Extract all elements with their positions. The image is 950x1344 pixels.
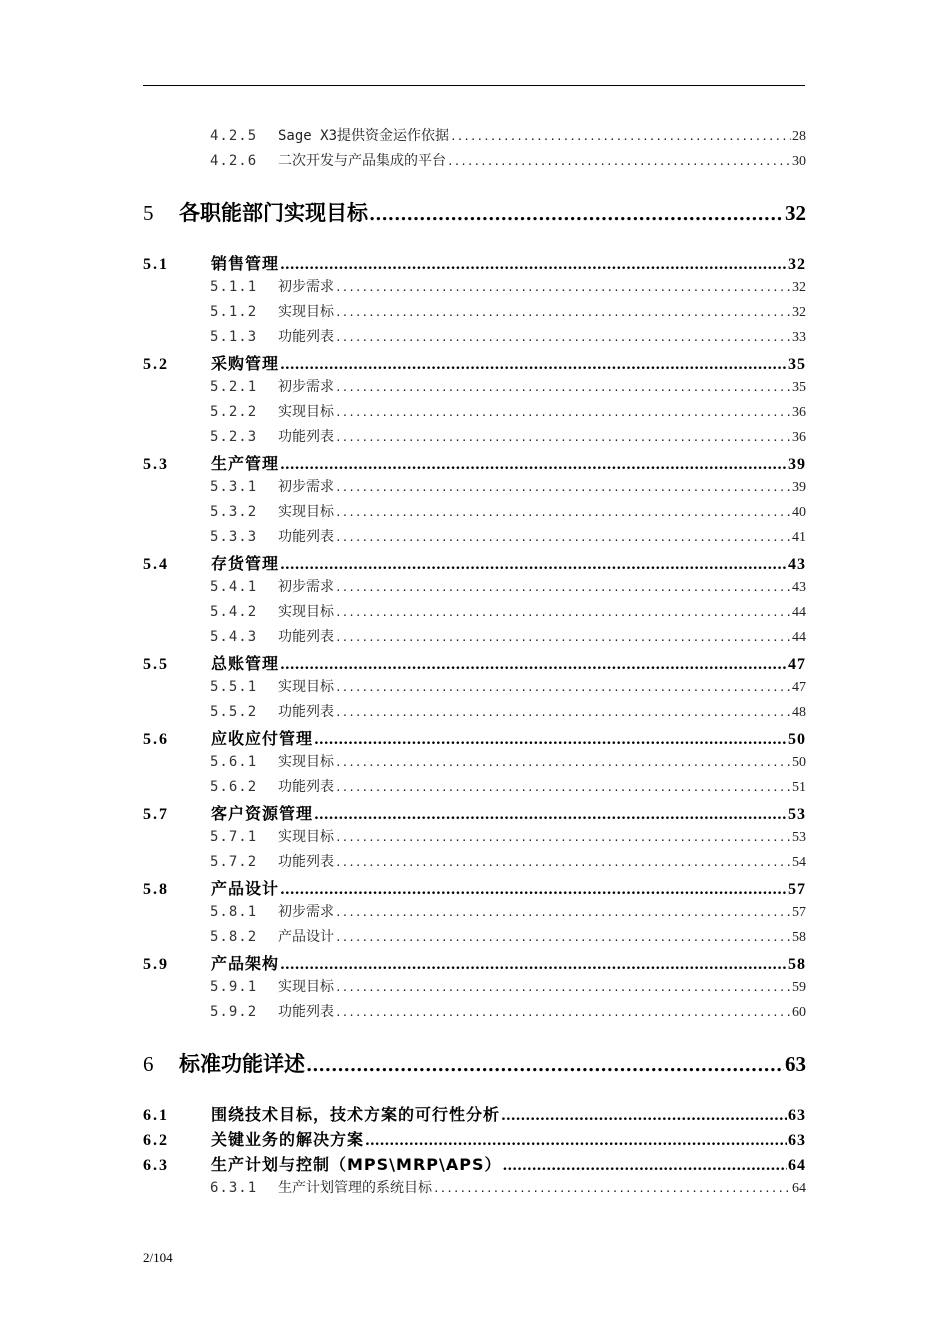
toc-entry-title: 实现目标 xyxy=(278,304,334,320)
toc-entry-page: 63 xyxy=(788,1132,806,1149)
toc-entry-page: 30 xyxy=(792,154,806,169)
toc-subsection-entry[interactable] xyxy=(143,301,806,326)
toc-entry-title: 客户资源管理 xyxy=(211,804,314,823)
toc-entry-title: 生产管理 xyxy=(211,454,280,473)
toc-subsection-entry[interactable] xyxy=(143,576,806,601)
toc-entry-number: 5.1.3 xyxy=(210,329,258,345)
toc-entry-number: 5.3.2 xyxy=(210,504,258,520)
toc-entry-number: 5.1.1 xyxy=(210,279,258,295)
toc-section-entry[interactable] xyxy=(143,1102,806,1127)
toc-entry-page: 63 xyxy=(788,1107,806,1124)
page-number: 2/104 xyxy=(143,1250,173,1265)
toc-entry-page: 57 xyxy=(792,905,806,920)
toc-entry-page: 60 xyxy=(792,1005,806,1020)
toc-entry-title: 初步需求 xyxy=(278,279,334,295)
toc-entry-title: 功能列表 xyxy=(278,429,334,445)
toc-entry-title: 各职能部门实现目标 xyxy=(179,201,368,225)
toc-entry-page: 32 xyxy=(792,280,806,295)
toc-entry-number: 5 xyxy=(143,201,154,225)
toc-entry-title: 初步需求 xyxy=(278,379,334,395)
toc-subsection-entry[interactable] xyxy=(143,526,806,551)
dot-leader xyxy=(450,130,791,143)
toc-entry-page: 40 xyxy=(792,505,806,520)
toc-entry-title: 实现目标 xyxy=(278,504,334,520)
dot-leader xyxy=(335,831,791,844)
toc-entry-title: 产品设计 xyxy=(278,929,334,945)
toc-section-entry[interactable] xyxy=(143,351,806,376)
dot-leader xyxy=(280,457,787,473)
dot-leader xyxy=(335,856,791,869)
dot-leader xyxy=(335,481,791,494)
toc-entry-number: 6.3 xyxy=(143,1157,169,1174)
dot-leader xyxy=(501,1108,787,1124)
toc-entry-number: 5.8.2 xyxy=(210,929,258,945)
toc-entry-page: 44 xyxy=(792,630,806,645)
toc-entry-title: Sage X3提供资金运作依据 xyxy=(278,128,450,144)
toc-entry-page: 47 xyxy=(788,656,806,673)
toc-entry-title: 功能列表 xyxy=(278,1004,334,1020)
header-rule xyxy=(143,85,805,86)
dot-leader xyxy=(335,681,791,694)
toc-entry-page: 54 xyxy=(792,855,806,870)
toc-entry-page: 59 xyxy=(792,980,806,995)
toc-section-entry[interactable] xyxy=(143,726,806,751)
toc-entry-number: 5.3.3 xyxy=(210,529,258,545)
toc-subsection-entry[interactable] xyxy=(143,1001,806,1026)
toc-entry-page: 43 xyxy=(788,556,806,573)
toc-entry-number: 5.2.3 xyxy=(210,429,258,445)
toc-entry-title: 功能列表 xyxy=(278,704,334,720)
toc-entry-title: 关键业务的解决方案 xyxy=(211,1130,365,1149)
toc-entry-page: 32 xyxy=(792,305,806,320)
toc-section-entry[interactable] xyxy=(143,1152,806,1177)
dot-leader xyxy=(280,257,787,273)
toc-entry-number: 5.1.2 xyxy=(210,304,258,320)
toc-entry-page: 57 xyxy=(788,881,806,898)
toc-subsection-entry[interactable] xyxy=(143,601,806,626)
dot-leader xyxy=(335,981,791,994)
toc-entry-page: 64 xyxy=(792,1181,806,1196)
toc-entry-page: 43 xyxy=(792,580,806,595)
toc-entry-page: 36 xyxy=(792,405,806,420)
toc-entry-page: 58 xyxy=(788,956,806,973)
dot-leader xyxy=(369,204,784,225)
toc-entry-title: 实现目标 xyxy=(278,404,334,420)
toc-entry-page: 41 xyxy=(792,530,806,545)
dot-leader xyxy=(335,431,791,444)
toc-entry-title: 功能列表 xyxy=(278,529,334,545)
toc-entry-number: 5.4.3 xyxy=(210,629,258,645)
toc-entry-title: 初步需求 xyxy=(278,579,334,595)
toc-subsection-entry[interactable] xyxy=(143,626,806,651)
toc-entry-page: 39 xyxy=(788,456,806,473)
toc-entry-page: 51 xyxy=(792,780,806,795)
toc-entry-title: 标准功能详述 xyxy=(179,1052,305,1076)
dot-leader xyxy=(280,657,787,673)
toc-subsection-entry[interactable] xyxy=(143,426,806,451)
toc-entry-number: 5.2.1 xyxy=(210,379,258,395)
toc-entry-page: 35 xyxy=(788,356,806,373)
toc-subsection-entry[interactable] xyxy=(143,276,806,301)
toc-entry-number: 5.5.2 xyxy=(210,704,258,720)
toc-entry-number: 4.2.5 xyxy=(210,128,258,144)
toc-entry-number: 4.2.6 xyxy=(210,153,258,169)
dot-leader xyxy=(280,557,787,573)
toc-entry-page: 48 xyxy=(792,705,806,720)
toc-entry-page: 39 xyxy=(792,480,806,495)
dot-leader xyxy=(433,1182,791,1195)
toc-entry-page: 50 xyxy=(792,755,806,770)
toc-entry-title: 实现目标 xyxy=(278,829,334,845)
toc-subsection-entry[interactable] xyxy=(143,701,806,726)
toc-subsection-entry[interactable] xyxy=(143,1177,806,1202)
toc-section-entry[interactable] xyxy=(143,876,806,901)
toc-section-entry[interactable] xyxy=(143,551,806,576)
dot-leader xyxy=(447,155,791,168)
dot-leader xyxy=(335,531,791,544)
toc-entry-number: 6 xyxy=(143,1052,154,1076)
toc-entry-title: 实现目标 xyxy=(278,754,334,770)
toc-entry-title: 二次开发与产品集成的平台 xyxy=(278,153,446,169)
dot-leader xyxy=(280,882,787,898)
toc-entry-title: 初步需求 xyxy=(278,479,334,495)
toc-subsection-entry[interactable] xyxy=(143,826,806,851)
toc-entry-number: 5.4.2 xyxy=(210,604,258,620)
toc-entry-page: 44 xyxy=(792,605,806,620)
toc-entry-title: 功能列表 xyxy=(278,854,334,870)
toc-subsection-entry[interactable] xyxy=(143,751,806,776)
toc-entry-title: 实现目标 xyxy=(278,604,334,620)
toc-entry-number: 5.2 xyxy=(143,356,169,373)
toc-subsection-entry[interactable] xyxy=(143,776,806,801)
toc-subsection-entry[interactable] xyxy=(143,901,806,926)
dot-leader xyxy=(335,906,791,919)
dot-leader xyxy=(335,506,791,519)
dot-leader xyxy=(306,1055,784,1076)
toc-subsection-entry[interactable] xyxy=(143,401,806,426)
toc-entry-number: 5.4 xyxy=(143,556,169,573)
toc-entry-number: 5.1 xyxy=(143,256,169,273)
dot-leader xyxy=(314,807,787,823)
toc-entry-page: 47 xyxy=(792,680,806,695)
dot-leader xyxy=(335,581,791,594)
toc-entry-title: 总账管理 xyxy=(211,654,280,673)
toc-entry-title: 围绕技术目标，技术方案的可行性分析 xyxy=(211,1105,501,1124)
toc-entry-number: 6.2 xyxy=(143,1132,169,1149)
toc-entry-page: 53 xyxy=(788,806,806,823)
toc-subsection-entry[interactable] xyxy=(143,376,806,401)
toc-entry-page: 50 xyxy=(788,731,806,748)
toc-entry-title: 实现目标 xyxy=(278,679,334,695)
toc-entry-number: 5.8.1 xyxy=(210,904,258,920)
toc-entry-page: 53 xyxy=(792,830,806,845)
toc-entry-number: 5.9 xyxy=(143,956,169,973)
dot-leader xyxy=(335,631,791,644)
toc-subsection-entry[interactable] xyxy=(143,150,806,175)
toc-entry-title: 功能列表 xyxy=(278,629,334,645)
toc-entry-number: 5.4.1 xyxy=(210,579,258,595)
toc-entry-number: 6.1 xyxy=(143,1107,169,1124)
toc-entry-number: 5.3.1 xyxy=(210,479,258,495)
toc-entry-title: 实现目标 xyxy=(278,979,334,995)
toc-entry-page: 35 xyxy=(792,380,806,395)
dot-leader xyxy=(335,756,791,769)
dot-leader xyxy=(314,732,787,748)
toc-entry-number: 5.7.2 xyxy=(210,854,258,870)
toc-entry-title: 生产计划与控制（MPS\MRP\APS） xyxy=(211,1155,502,1174)
toc-subsection-entry[interactable] xyxy=(143,501,806,526)
toc-subsection-entry[interactable] xyxy=(143,676,806,701)
toc-entry-number: 5.9.2 xyxy=(210,1004,258,1020)
toc-entry-number: 6.3.1 xyxy=(210,1180,258,1196)
dot-leader xyxy=(335,331,791,344)
toc-entry-title: 产品设计 xyxy=(211,879,280,898)
toc-chapter-entry[interactable] xyxy=(143,197,806,231)
toc-subsection-entry[interactable] xyxy=(143,851,806,876)
dot-leader xyxy=(280,957,787,973)
toc-entry-page: 33 xyxy=(792,330,806,345)
toc-chapter-entry[interactable] xyxy=(143,1048,806,1082)
dot-leader xyxy=(365,1133,787,1149)
toc-entry-number: 5.6.2 xyxy=(210,779,258,795)
toc-entry-page: 64 xyxy=(788,1157,806,1174)
dot-leader xyxy=(335,606,791,619)
toc-entry-number: 5.3 xyxy=(143,456,169,473)
toc-entry-title: 存货管理 xyxy=(211,554,280,573)
toc-entry-number: 5.7.1 xyxy=(210,829,258,845)
dot-leader xyxy=(335,1006,791,1019)
toc-entry-number: 5.5.1 xyxy=(210,679,258,695)
toc-section-entry[interactable] xyxy=(143,1127,806,1152)
toc-section-entry[interactable] xyxy=(143,801,806,826)
toc-section-entry[interactable] xyxy=(143,251,806,276)
toc-entry-number: 5.9.1 xyxy=(210,979,258,995)
toc-subsection-entry[interactable] xyxy=(143,476,806,501)
dot-leader xyxy=(335,781,791,794)
toc-entry-title: 功能列表 xyxy=(278,779,334,795)
toc-entry-page: 36 xyxy=(792,430,806,445)
toc-entry-title: 功能列表 xyxy=(278,329,334,345)
toc-entry-page: 28 xyxy=(792,129,806,144)
dot-leader xyxy=(335,706,791,719)
toc-entry-title: 生产计划管理的系统目标 xyxy=(278,1180,432,1196)
dot-leader xyxy=(335,381,791,394)
toc-entry-number: 5.5 xyxy=(143,656,169,673)
dot-leader xyxy=(335,281,791,294)
toc-subsection-entry[interactable] xyxy=(143,976,806,1001)
dot-leader xyxy=(335,306,791,319)
toc-entry-number: 5.7 xyxy=(143,806,169,823)
toc-entry-number: 5.6 xyxy=(143,731,169,748)
toc-subsection-entry[interactable] xyxy=(143,326,806,351)
toc-entry-page: 58 xyxy=(792,930,806,945)
toc-entry-page: 32 xyxy=(788,256,806,273)
toc-section-entry[interactable] xyxy=(143,651,806,676)
table-of-contents xyxy=(143,125,806,1202)
toc-section-entry[interactable] xyxy=(143,451,806,476)
toc-subsection-entry[interactable] xyxy=(143,125,806,150)
toc-entry-number: 5.8 xyxy=(143,881,169,898)
dot-leader xyxy=(280,357,787,373)
dot-leader xyxy=(335,406,791,419)
toc-entry-title: 应收应付管理 xyxy=(211,729,314,748)
toc-entry-title: 销售管理 xyxy=(211,254,280,273)
toc-subsection-entry[interactable] xyxy=(143,926,806,951)
toc-entry-title: 产品架构 xyxy=(211,954,280,973)
toc-entry-number: 5.6.1 xyxy=(210,754,258,770)
dot-leader xyxy=(335,931,791,944)
toc-entry-page: 63 xyxy=(785,1052,806,1076)
toc-section-entry[interactable] xyxy=(143,951,806,976)
toc-entry-number: 5.2.2 xyxy=(210,404,258,420)
toc-entry-title: 初步需求 xyxy=(278,904,334,920)
toc-entry-title: 采购管理 xyxy=(211,354,280,373)
toc-entry-page: 32 xyxy=(785,201,806,225)
dot-leader xyxy=(502,1158,787,1174)
